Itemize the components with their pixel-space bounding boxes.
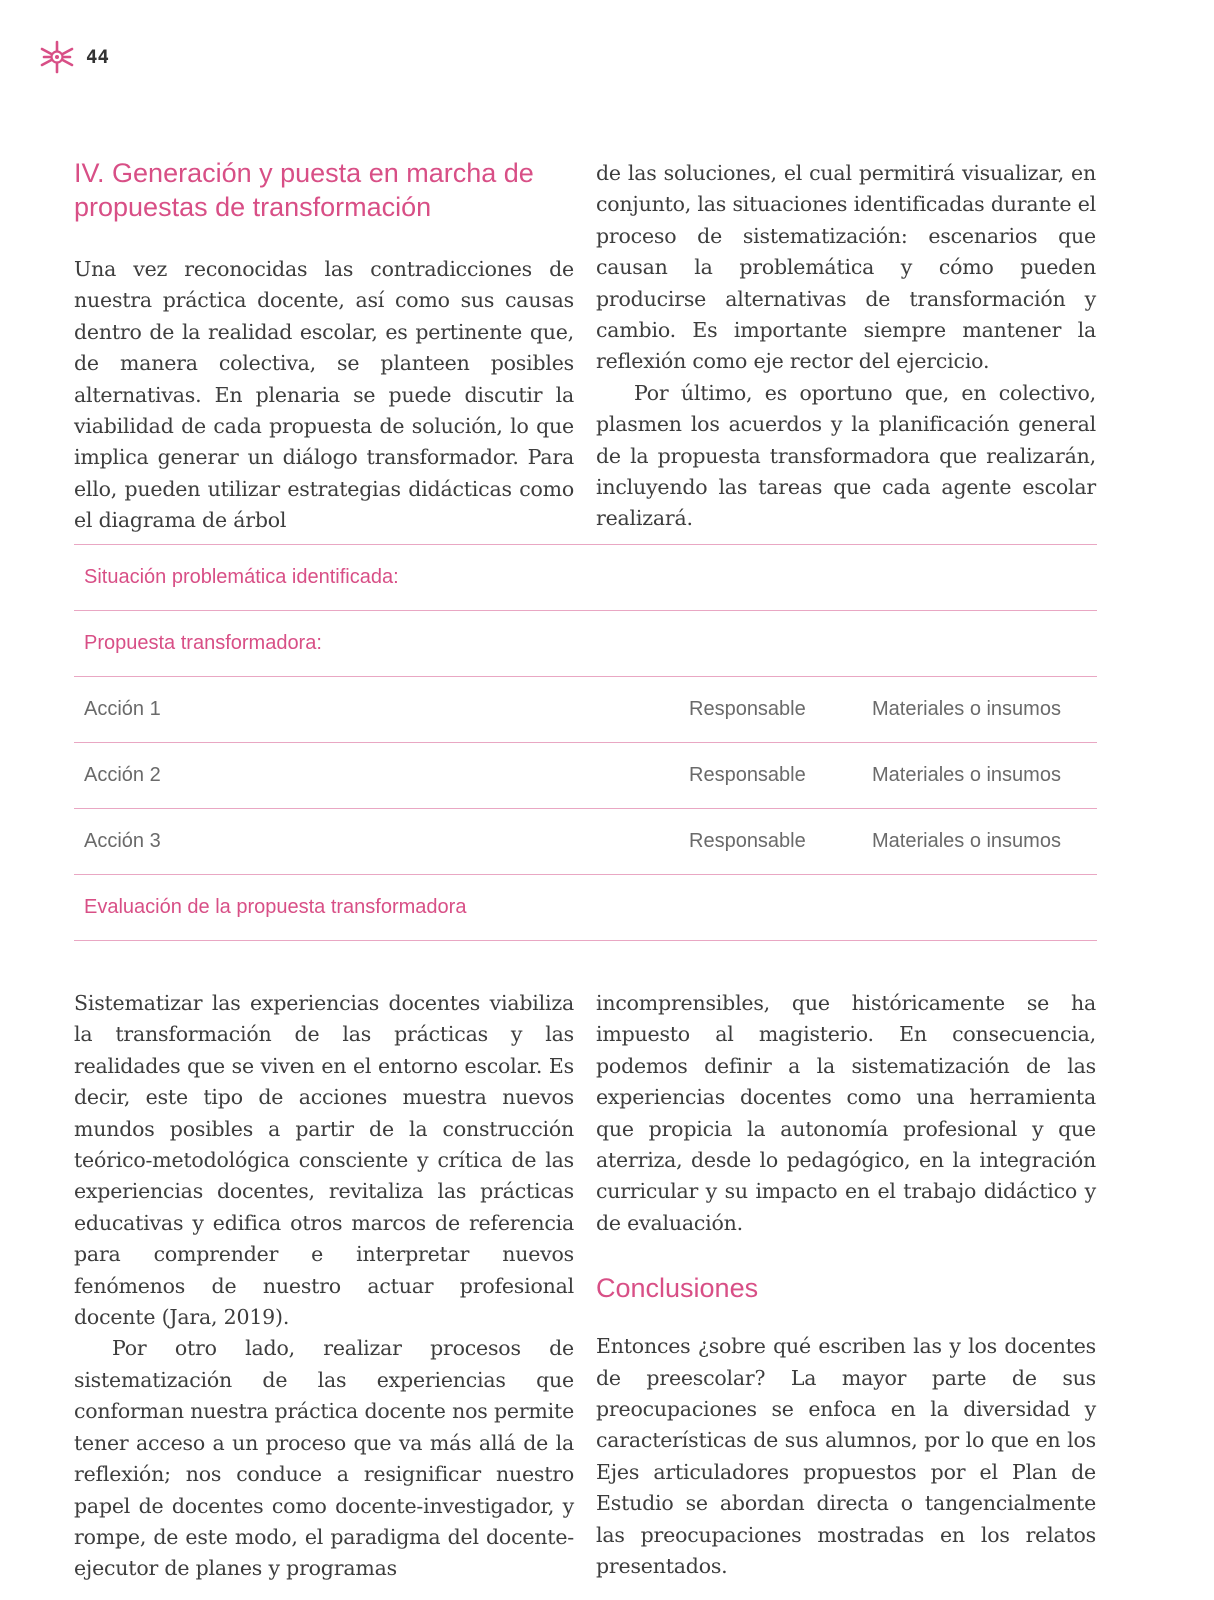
materiales-label: Materiales o insumos <box>872 764 1061 786</box>
body-paragraph: Sistematizar las experiencias docentes viabiliza la transformación de las prácticas y las realidades que se viven en el entorno escolar. Es decir, este tipo de acciones muestra nuevos mundos posibles a partir de la construcción teórico-metodológica consciente y crítica de las experiencias docentes, revitaliza las prácticas educativas y edifica otros marcos de referencia para comprender e interpretar nuevos fenómenos de nuestro actuar profesional docente (Jara, 2019). <box>74 991 574 1330</box>
body-paragraph: incomprensibles, que históricamente se ha impuesto al magisterio. En consecuencia, podemos definir a la sistematización de las experiencias docentes como una herramienta que propicia la autonomía profesional y que aterriza, desde lo pedagógico, en la integración curricular y su impacto en el trabajo didáctico y de evaluación. <box>596 991 1096 1235</box>
propuesta-row <box>74 611 1097 677</box>
page-header <box>38 40 109 74</box>
asterisk-flower-icon <box>38 40 76 74</box>
page-number: 44 <box>86 46 109 68</box>
responsable-label: Responsable <box>689 830 806 852</box>
action-label: Acción 1 <box>84 698 161 720</box>
top-right-column <box>596 158 1096 535</box>
conclusiones-heading: Conclusiones <box>596 1273 759 1304</box>
situacion-label: Situación problemática identificada: <box>84 566 399 588</box>
top-left-column <box>74 156 574 537</box>
responsable-label: Responsable <box>689 698 806 720</box>
propuesta-label: Propuesta transformadora: <box>84 632 322 654</box>
action-row <box>74 809 1097 875</box>
body-paragraph: Por último, es oportuno que, en colectivo, plasmen los acuerdos y la planificación general de la propuesta transformadora que realizarán, incluyendo las tareas que cada agente escolar realizará. <box>596 380 1096 531</box>
bottom-left-column <box>74 988 574 1585</box>
action-label: Acción 3 <box>84 830 161 852</box>
body-paragraph: de las soluciones, el cual permitirá visualizar, en conjunto, las situaciones identificadas durante el proceso de sistematización: escenarios que causan la problemática y cómo pueden producirse alternativas de transformación y cambio. Es importante siempre mantener la reflexión como eje rector del ejercicio. <box>596 161 1096 374</box>
section-heading: IV. Generación y puesta en marcha de propuestas de transformación <box>74 158 534 222</box>
situacion-row <box>74 545 1097 611</box>
responsable-label: Responsable <box>689 764 806 786</box>
body-paragraph: Por otro lado, realizar procesos de sistematización de las experiencias que conforman nuestra práctica docente nos permite tener acceso a un proceso que va más allá de la reflexión; nos conduce a resignificar nuestro papel de docentes como docente-investigador, y rompe, de este modo, el paradigma del docente-ejecutor de planes y programas <box>74 1336 574 1581</box>
evaluacion-row <box>74 875 1097 941</box>
action-label: Acción 2 <box>84 764 161 786</box>
materiales-label: Materiales o insumos <box>872 698 1061 720</box>
action-row <box>74 743 1097 809</box>
transformation-table <box>74 544 1097 941</box>
body-paragraph: Una vez reconocidas las contradicciones de nuestra práctica docente, así como sus causas dentro de la realidad escolar, es pertinente que, de manera colectiva, se planteen posibles alternativas. En plenaria se puede discutir la viabilidad de cada propuesta de solución, lo que implica generar un diálogo transformador. Para ello, pueden utilizar estrategias didácticas como el diagrama de árbol <box>74 257 574 533</box>
evaluacion-label: Evaluación de la propuesta transformadora <box>84 896 467 918</box>
materiales-label: Materiales o insumos <box>872 830 1061 852</box>
bottom-right-column <box>596 988 1096 1583</box>
body-paragraph: Entonces ¿sobre qué escriben las y los docentes de preescolar? La mayor parte de sus preocupaciones se enfoca en la diversidad y características de sus alumnos, por lo que en los Ejes articuladores propuestos por el Plan de Estudio se abordan directa o tangencialmente las preocupaciones mostradas en los relatos presentados. <box>596 1334 1096 1579</box>
action-row <box>74 677 1097 743</box>
